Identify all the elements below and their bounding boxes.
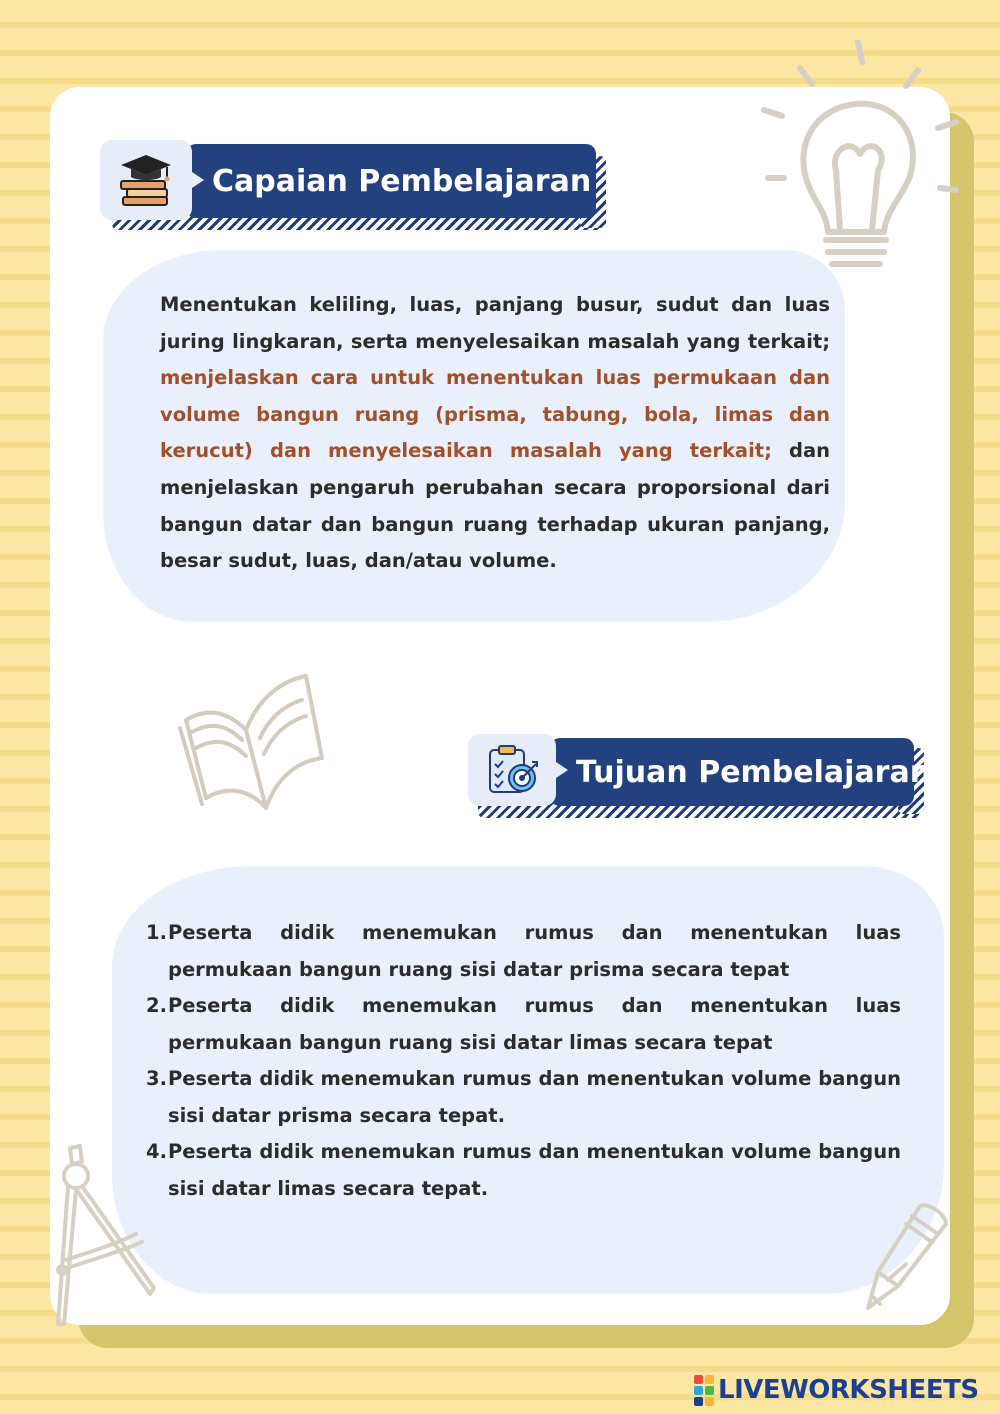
list-item-text: Peserta didik menemukan rumus dan menentukan volume bangun sisi datar limas secara tepat.	[168, 1140, 901, 1200]
list-item-text: Peserta didik menemukan rumus dan menentukan volume bangun sisi datar prisma secara tepat.	[168, 1067, 901, 1127]
list-item	[146, 915, 901, 988]
tujuan-icon-box	[468, 734, 556, 806]
list-item-number: 2.	[146, 994, 167, 1017]
capaian-paragraph	[160, 287, 830, 580]
tujuan-list	[146, 915, 901, 1207]
list-item	[146, 1061, 901, 1134]
list-item	[146, 988, 901, 1061]
list-item-text: Peserta didik menemukan rumus dan menentukan luas permukaan bangun ruang sisi datar limas secara tepat	[168, 994, 901, 1054]
pencil-icon	[862, 1200, 952, 1315]
capaian-header	[100, 140, 606, 232]
capaian-title-bar	[186, 144, 596, 218]
list-item-number: 3.	[146, 1067, 167, 1090]
logo-text: LIVEWORKSHEETS	[718, 1375, 979, 1405]
capaian-text-b: dan menjelaskan pengaruh perubahan secara proporsional dari bangun datar dan bangun ruang terhadap ukuran panjang, besar sudut, luas, dan/atau volume.	[160, 439, 830, 573]
clipboard-target-icon	[484, 742, 540, 798]
tujuan-title: Tujuan Pembelajaran	[576, 754, 932, 790]
graduation-books-icon	[115, 149, 177, 211]
capaian-text-highlight: menjelaskan cara untuk menentukan luas permukaan dan volume bangun ruang (prisma, tabung, bola, limas dan kerucut) dan menyelesaikan masalah yang terkait;	[160, 366, 830, 463]
list-item-number: 1.	[146, 921, 167, 944]
list-item-text: Peserta didik menemukan rumus dan menentukan luas permukaan bangun ruang sisi datar prisma secara tepat	[168, 921, 901, 981]
lightbulb-icon	[760, 40, 980, 280]
tujuan-header	[468, 734, 932, 818]
capaian-icon-box	[100, 140, 192, 220]
capaian-text-a: Menentukan keliling, luas, panjang busur, sudut dan luas juring lingkaran, serta menyelesaikan masalah yang terkait;	[160, 293, 830, 353]
compass-icon	[50, 1140, 170, 1330]
open-book-icon	[176, 668, 326, 818]
list-item-number: 4.	[146, 1140, 167, 1163]
logo-mark-icon	[694, 1375, 714, 1406]
list-item	[146, 1134, 901, 1207]
liveworksheets-logo	[694, 1373, 979, 1407]
tujuan-title-bar	[550, 738, 932, 806]
capaian-title: Capaian Pembelajaran	[212, 163, 592, 199]
